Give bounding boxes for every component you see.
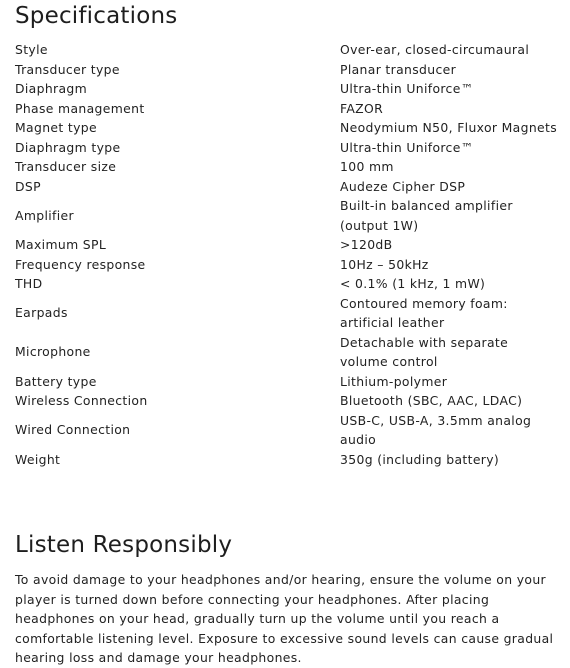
spec-label: Wireless Connection: [15, 393, 148, 408]
spec-row-style: [15, 40, 560, 60]
spec-label: Style: [15, 42, 48, 57]
spec-value: FAZOR: [340, 100, 384, 116]
listen-responsibly-heading: Listen Responsibly: [15, 532, 233, 558]
spec-value: USB-C, USB-A, 3.5mm analog audio: [340, 412, 532, 447]
spec-value: Bluetooth (SBC, AAC, LDAC): [340, 393, 523, 408]
spec-label: Earpads: [15, 305, 68, 321]
spec-label: Maximum SPL: [15, 237, 107, 252]
spec-label: Diaphragm type: [15, 139, 121, 155]
spec-value: Planar transducer: [340, 61, 457, 77]
spec-value: Audeze Cipher DSP: [340, 178, 466, 194]
spec-label: Transducer type: [15, 61, 120, 77]
spec-value: Lithium-polymer: [340, 373, 448, 389]
spec-value: Contoured memory foam: artificial leather: [340, 295, 508, 330]
spec-row-battery-type: [15, 372, 560, 392]
spec-row-wired-connection: [15, 411, 560, 450]
listen-responsibly-text: To avoid damage to your headphones and/or hearing, ensure the volume on your player is turned down before connecting your headphones. After placing headphones on your head, gradually turn up the volume until you reach a comfortable listening level. Exposure to excessive sound levels can cause gradual hearing loss and damage your headphones.: [15, 572, 554, 665]
spec-row-earpads: [15, 294, 560, 333]
spec-value: 100 mm: [340, 159, 394, 174]
spec-row-transducer-type: [15, 60, 560, 80]
spec-value: 350g (including battery): [340, 451, 500, 467]
spec-label: Diaphragm: [15, 81, 88, 96]
specifications-table-body: [15, 40, 560, 469]
spec-row-weight: [15, 450, 560, 470]
spec-row-maximum-spl: [15, 235, 560, 255]
spec-value: Detachable with separate volume control: [340, 334, 509, 369]
spec-row-frequency-response: [15, 255, 560, 275]
spec-value: 10Hz – 50kHz: [340, 256, 429, 272]
spec-row-dsp: [15, 177, 560, 197]
specifications-table: [15, 40, 560, 469]
spec-row-wireless-connection: [15, 391, 560, 411]
spec-label: Magnet type: [15, 120, 97, 135]
spec-value: < 0.1% (1 kHz, 1 mW): [340, 276, 486, 291]
spec-value: >120dB: [340, 237, 393, 252]
spec-value: Ultra-thin Uniforce™: [340, 139, 474, 155]
spec-row-phase-management: [15, 99, 560, 119]
spec-label: Microphone: [15, 344, 91, 360]
spec-row-magnet-type: [15, 118, 560, 138]
spec-value: Over-ear, closed-circumaural: [340, 42, 530, 57]
spec-label: Battery type: [15, 373, 97, 389]
spec-label: Frequency response: [15, 256, 146, 272]
spec-row-diaphragm: [15, 79, 560, 99]
spec-label: Weight: [15, 451, 61, 467]
spec-label: THD: [15, 276, 43, 291]
spec-label: Amplifier: [15, 207, 74, 223]
spec-label: Wired Connection: [15, 422, 131, 438]
spec-label: DSP: [15, 178, 41, 194]
spec-row-microphone: [15, 333, 560, 372]
spec-label: Phase management: [15, 100, 145, 116]
spec-label: Transducer size: [15, 159, 117, 174]
spec-value: Neodymium N50, Fluxor Magnets: [340, 120, 558, 135]
spec-row-transducer-size: [15, 157, 560, 177]
spec-row-diaphragm-type: [15, 138, 560, 158]
specifications-heading: Specifications: [15, 3, 178, 29]
spec-value: Ultra-thin Uniforce™: [340, 81, 474, 96]
spec-row-thd: [15, 274, 560, 294]
spec-row-amplifier: [15, 196, 560, 235]
spec-value: Built-in balanced amplifier (output 1W): [340, 198, 513, 233]
